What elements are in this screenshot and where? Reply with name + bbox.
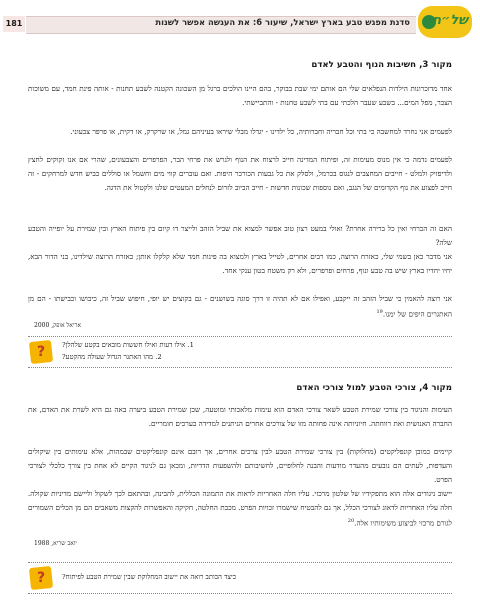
source4-heading: מקור 4, צורכי הטבע למול צורכי האדם: [296, 383, 452, 393]
source3-paragraph-6-text: אני רוצה להאמין כי שביל הזהב זה ייקבע, ואפילו אם לא תהיה זו דרך סוגה בשושנים - גם בקוצים יש יופי, חיפוש שביל זה, כיבושו וכבישתו - הם מן האתגרים היפים של ימנו.: [28, 294, 452, 319]
source3-paragraph-1: אחד מדזכרונות הילדות הנפלאים שלי הם אותם ימי שבת בבוקר, בהם היינו הולכים ברגל מן השכונה הקטנה לשבע תחנות - אותה פינת חמד, עם משוכות הצבר, מפל המים... בשבע שעבר הלכתי עם בתי לשבע טחנות - והתביישתי.: [28, 84, 452, 107]
source4-paragraph-1: העימות והניגוד בין צורכי שמירת הטבע לשאר צורכי האדם הוא עימות מלאכותי ומוטעה, שכן שמירת הטבע ביערה באה גם היא לשרת את האדם, את החברה האנושית ואת רווחתה. חיוניותה אינה פחותה מזו של צורכים אחרים הניתנים למדידה בערכים חומריים.: [28, 405, 452, 428]
source4-questions-box: [28, 562, 452, 594]
logo-text: של״ח: [432, 13, 468, 28]
source3-paragraph-2: לפעמים אני נחרד למחשבה כי בתי וכל חבריה וחברותיה, כל ילדינו - יגדלו מבלי שיראו בעיניהם גמל, או שרקרק, או דקית, או פרפר צבעוני.: [70, 127, 452, 136]
source3-paragraph-6: [28, 292, 452, 321]
question-mark-icon: ?: [29, 566, 53, 590]
source3-question-1: 1. אילו דעות ואילו חששות מובאים בקטע שלהלן?: [62, 341, 194, 349]
source4-citation: יואב שריא, 1988: [34, 540, 77, 547]
header-title: סדנת מפגש טבע בארץ ישראל, שיעור 6: את העגשה אפשר לשנות: [155, 17, 410, 27]
source3-questions-box: [28, 336, 452, 368]
source4-footnote: 20: [347, 517, 355, 524]
source4-paragraph-2: קיימים כמובן קונפליקטים (מחלוקות) בין צורכי שמירת הטבע לבין צרכים אחרים, אך רובם אינם קונפליקטים שבמהות, אלא עימותים בין שיקולים והעדפות, לעתים הם נובעים מהעדר מודעות והבנה לחלופיים, לחשיבותם ולהשפעות הדדיות, ומכאן גם לניגוד הקיים לא אחת בין צורך כלכלי לצורכי הפרט.: [28, 447, 452, 484]
logo: [418, 6, 472, 38]
source3-paragraph-5: אני מדבר כאן בשמי שלי, כאזרח הרוצה, כמו רבים אחרים, לטייל בארץ ולמצוא בה פינות חמד שלא קלקלו אותן; כאזרח הרוצה שילדינו, בני הדור הבא, יחיו יחדיו בארץ שיש בה טבע ונוף, פרחים ופרפרים, ולא רק משטח בטון ענקי אחד.: [28, 252, 452, 275]
source3-question-2: 2. מהו האתגר הגדול שעולה מהקטע?: [62, 353, 162, 361]
source3-paragraph-3: לפעמים נדמה כי אין מנוס מעימות זה, ופיתוח המדינה חייב לרצוח את הנוף ולגרש את פרחי הבר, הפרפרים והצבעונים, שהרי אם אנו זקוקים לחצץ ולדיפזיק ולמלט - חייבים המחצבים לנגוס בכרמל, ולסלק את כל גבעות הכורכר היפות. ואם עוברים קווי מים וחשמל או סוללים כביש חדש למרחקים - זה חייב לפצוע את נוף הקדומים של הנגב, ואם נוספות שכונות חדשות - חייב הביוב לזרום לנחלים המעטים שלנו ולקטול את הדגה.: [28, 155, 452, 192]
source4-paragraph-3: [28, 487, 452, 530]
page-header: [0, 0, 480, 44]
source3-paragraph-4: האם זה הכרחי ואין כל ברירה אחרת? ואולי במעט רצון טוב אפשר למצוא את שביל הזהב ולייצר דו קיום בין פיתוח הארץ ובין שמירת על יופייה והטבע שלה?: [28, 224, 452, 247]
source4-paragraph-3-text: יישוב ניגודים אלה הוא מתפקידיו של שלטון מרכזי. עליו חלה האחריות לראות את התמונה הכללית, להבינה, ובהתאם לכך לשקול וליישם מדיניות שקולה. חלה עליו האחריות לדאוג לצורכי הכלל, אך גם להבטיח שישמרו זכויות הפרט. מכבת החלטה, חקיקה והאפשרות להקצות משאבים הם מן הכלים השמורים לגורם מרכזי לביצוע משימותיו אלה.: [28, 489, 452, 527]
question-mark-icon: ?: [29, 340, 53, 364]
source3-citation: אריאל אופק, 2000: [34, 322, 82, 329]
page-number: 181: [3, 16, 25, 32]
source3-footnote: 19: [376, 308, 383, 315]
source4-question-1: כיצד הכותב רואה את יישוב המחלוקת שבין שמירת הטבע לפיתוח?: [62, 573, 237, 581]
source3-heading: מקור 3, חשיבות הנוף והטבע לאדם: [311, 60, 452, 70]
